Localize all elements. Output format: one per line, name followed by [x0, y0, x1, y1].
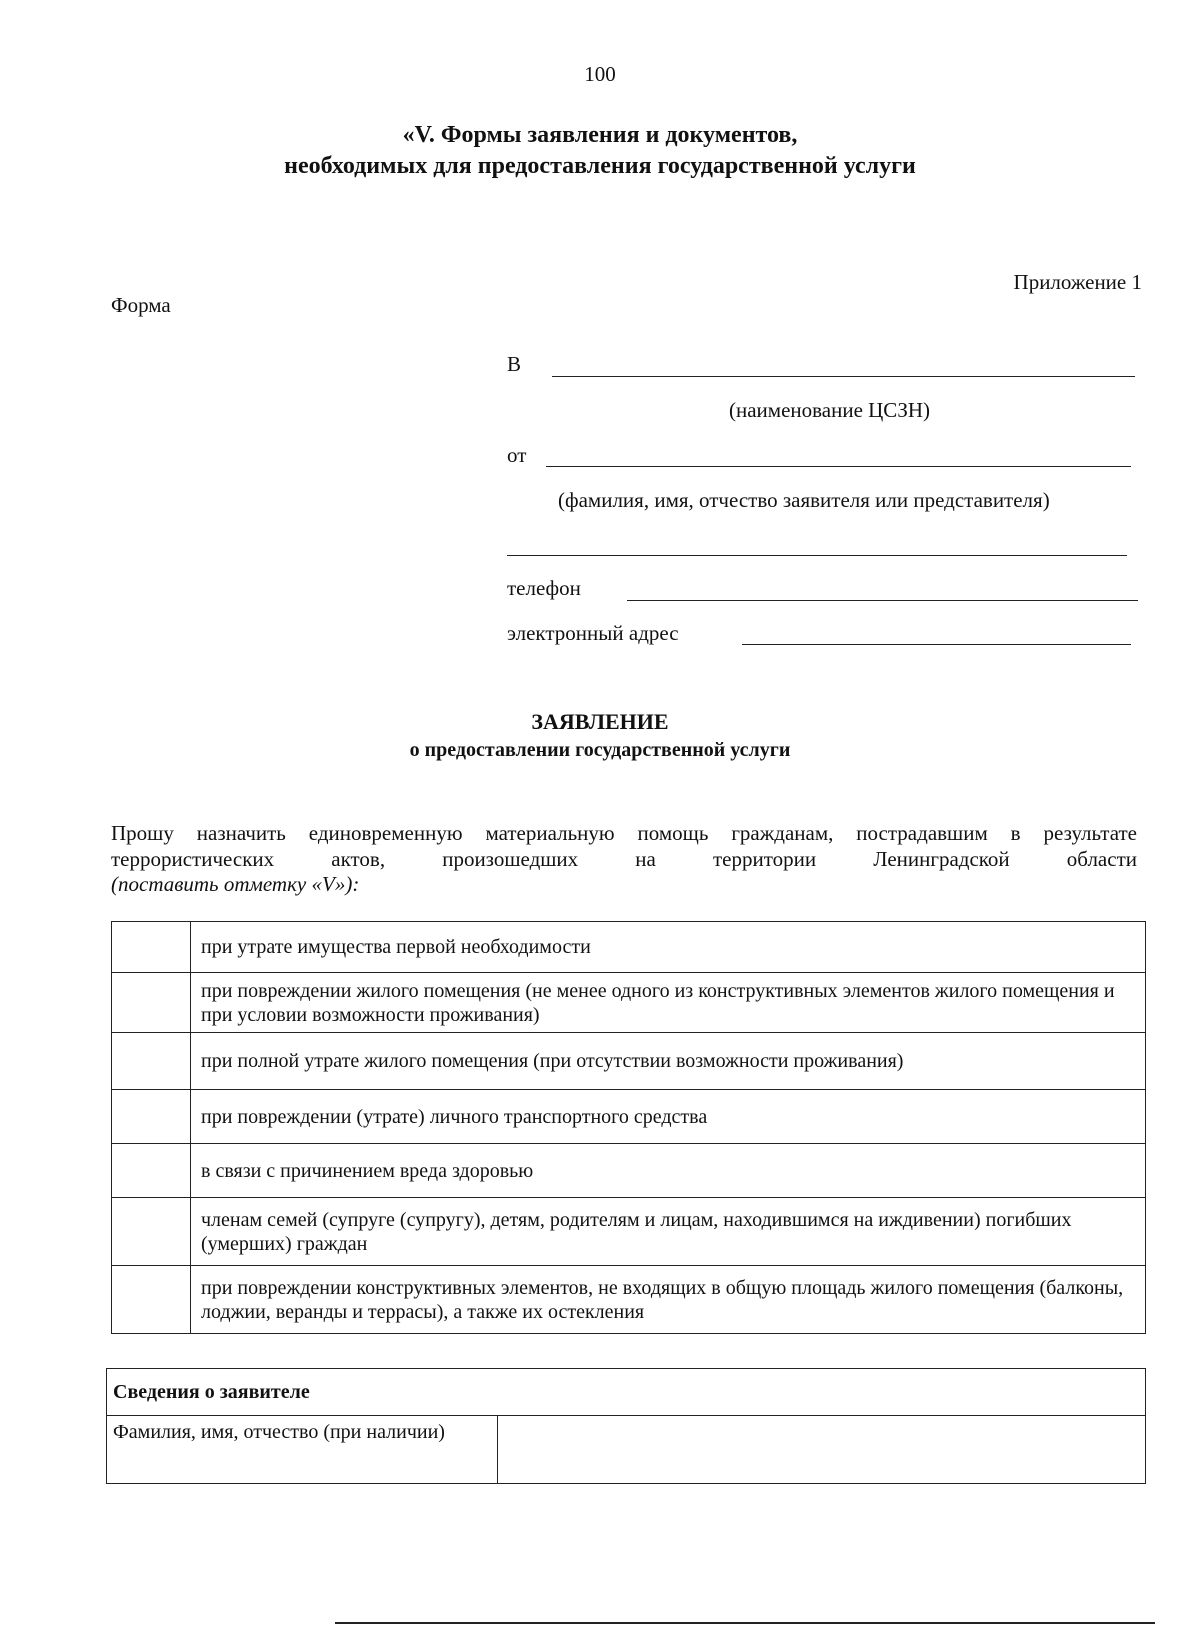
option-checkbox-1[interactable] [112, 922, 191, 973]
intro-note: (поставить отметку «V»): [111, 872, 360, 896]
option-row [112, 922, 1146, 973]
annex-label: Приложение 1 [1013, 270, 1142, 294]
email-field[interactable] [742, 644, 1131, 645]
document-title [0, 120, 1200, 182]
option-row [112, 1090, 1146, 1144]
fio-input-cell[interactable] [498, 1416, 1146, 1484]
phone-label: телефон [507, 576, 581, 600]
option-label-3: при полной утрате жилого помещения (при отсутствии возможности проживания) [191, 1033, 1146, 1090]
option-checkbox-7[interactable] [112, 1266, 191, 1334]
option-row [112, 973, 1146, 1033]
statement-subtitle: о предоставлении государственной услуги [409, 739, 791, 761]
page-number: 100 [584, 62, 616, 86]
from-label: от [507, 443, 527, 467]
to-field[interactable] [552, 376, 1135, 377]
applicant-table [106, 1368, 1146, 1484]
applicant-header: Сведения о заявителе [107, 1369, 1146, 1416]
to-caption: (наименование ЦСЗН) [729, 398, 930, 422]
option-row [112, 1144, 1146, 1198]
option-checkbox-5[interactable] [112, 1144, 191, 1198]
statement-title: ЗАЯВЛЕНИЕ [531, 709, 669, 734]
email-label: электронный адрес [507, 621, 679, 645]
from-field[interactable] [546, 466, 1131, 467]
form-label: Форма [111, 293, 171, 317]
fio-label: Фамилия, имя, отчество (при наличии) [107, 1416, 498, 1484]
option-checkbox-3[interactable] [112, 1033, 191, 1090]
bottom-rule [335, 1622, 1155, 1624]
option-row [112, 1198, 1146, 1266]
option-checkbox-4[interactable] [112, 1090, 191, 1144]
option-label-4: при повреждении (утрате) личного транспортного средства [191, 1090, 1146, 1144]
option-label-5: в связи с причинением вреда здоровью [191, 1144, 1146, 1198]
title-line-2: необходимых для предоставления государственной услуги [284, 153, 916, 179]
option-label-2: при повреждении жилого помещения (не менее одного из конструктивных элементов жилого помещения и при условии возможности проживания) [191, 973, 1146, 1033]
option-checkbox-6[interactable] [112, 1198, 191, 1266]
intro-paragraph [111, 820, 1137, 872]
from-caption: (фамилия, имя, отчество заявителя или представителя) [558, 488, 1050, 512]
phone-field[interactable] [627, 600, 1138, 601]
option-checkbox-2[interactable] [112, 973, 191, 1033]
option-label-1: при утрате имущества первой необходимости [191, 922, 1146, 973]
to-label: В [507, 352, 522, 376]
option-label-6: членам семей (супруге (супругу), детям, родителям и лицам, находившимся на иждивении) погибших (умерших) граждан [191, 1198, 1146, 1266]
option-row [112, 1033, 1146, 1090]
intro-text: Прошу назначить единовременную материальную помощь гражданам, пострадавшим в результате террористических актов, произошедших на территории Ленинградской области [111, 821, 1137, 871]
statement-title-block [0, 708, 1200, 764]
title-line-1: «V. Формы заявления и документов, [402, 122, 798, 148]
option-label-7: при повреждении конструктивных элементов, не входящих в общую площадь жилого помещения (балконы, лоджии, веранды и террасы), а также их остекления [191, 1266, 1146, 1334]
option-row [112, 1266, 1146, 1334]
options-table [111, 921, 1146, 1334]
from-field-extra-line[interactable] [507, 555, 1127, 556]
